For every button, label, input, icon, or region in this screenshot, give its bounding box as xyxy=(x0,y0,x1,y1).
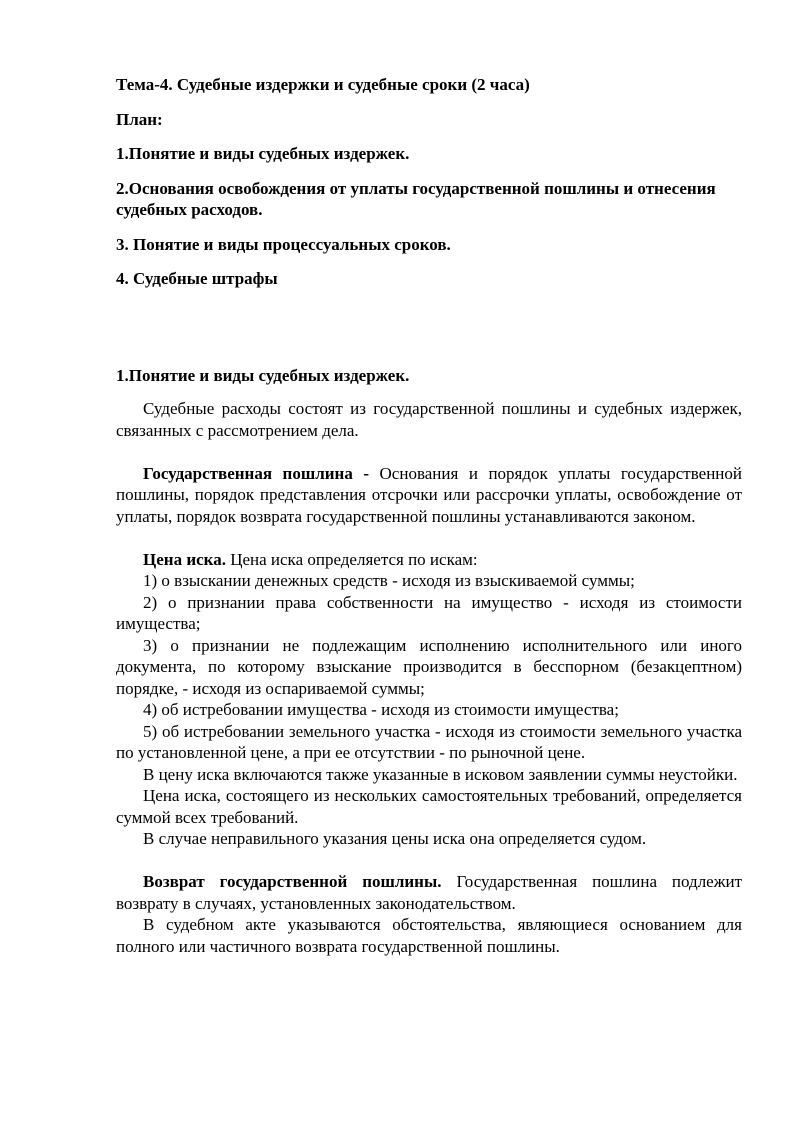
claim-price-item-5: 5) об истребовании земельного участка - исходя из стоимости земельного участка по установленной цене, а при ее отсутствии - по рыночной цене. xyxy=(116,721,742,762)
refund-text: Государственная пошлина подлежит возврату в случаях, установленных законодательством. xyxy=(116,872,742,913)
claim-price-item-3: 3) о признании не подлежащим исполнению исполнительного или иного документа, по которому взыскание производится в бесспорном (безакцептном) порядке, - исходя из оспариваемой суммы; xyxy=(116,635,742,698)
claim-price-note-3: В случае неправильного указания цены иска она определяется судом. xyxy=(143,829,647,848)
claim-price-paragraph xyxy=(116,549,742,571)
refund-lead: Возврат государственной пошлины. xyxy=(143,872,442,891)
claim-price-note-2: Цена иска, состоящего из нескольких самостоятельных требований, определяется суммой всех требований. xyxy=(116,786,742,827)
state-duty-paragraph xyxy=(116,463,742,528)
document-title: Тема-4. Судебные издержки и судебные сроки (2 часа) xyxy=(116,75,530,94)
intro-paragraph: Судебные расходы состоят из государственной пошлины и судебных издержек, связанных с рассмотрением дела. xyxy=(116,399,742,440)
refund-paragraph xyxy=(116,871,742,914)
spacer xyxy=(116,303,742,365)
plan-label: План: xyxy=(116,109,163,129)
plan-item-4: 4. Судебные штрафы xyxy=(116,269,278,288)
claim-price-text: Цена иска определяется по искам: xyxy=(225,549,478,569)
claim-price-note-1: В цену иска включаются также указанные в исковом заявлении суммы неустойки. xyxy=(143,764,738,784)
plan-item-2: 2.Основания освобождения от уплаты государственной пошлины и отнесения судебных расходов. xyxy=(116,178,716,219)
blank-line xyxy=(116,527,742,549)
plan-item-1: 1.Понятие и виды судебных издержек. xyxy=(116,144,410,163)
blank-line xyxy=(116,850,742,872)
blank-line xyxy=(116,441,742,463)
document-page xyxy=(116,74,742,957)
section-1-title: 1.Понятие и виды судебных издержек. xyxy=(116,365,410,385)
claim-price-lead: Цена иска. xyxy=(143,549,226,569)
refund-note: В судебном акте указываются обстоятельства, являющиеся основанием для полного или частичного возврата государственной пошлины. xyxy=(116,915,742,956)
claim-price-item-4: 4) об истребовании имущества - исходя из стоимости имущества; xyxy=(143,700,619,719)
state-duty-text: Основания и порядок уплаты государственной пошлины, порядок представления отсрочки или рассрочки уплаты, освобождение от уплаты, порядок возврата государственной пошлины устанавливаются законом. xyxy=(116,463,742,526)
plan-item-3: 3. Понятие и виды процессуальных сроков. xyxy=(116,234,451,254)
claim-price-item-1: 1) о взыскании денежных средств - исходя из взыскиваемой суммы; xyxy=(143,571,635,590)
state-duty-lead: Государственная пошлина - xyxy=(143,463,370,483)
claim-price-item-2: 2) о признании права собственности на имущество - исходя из стоимости имущества; xyxy=(116,592,742,633)
